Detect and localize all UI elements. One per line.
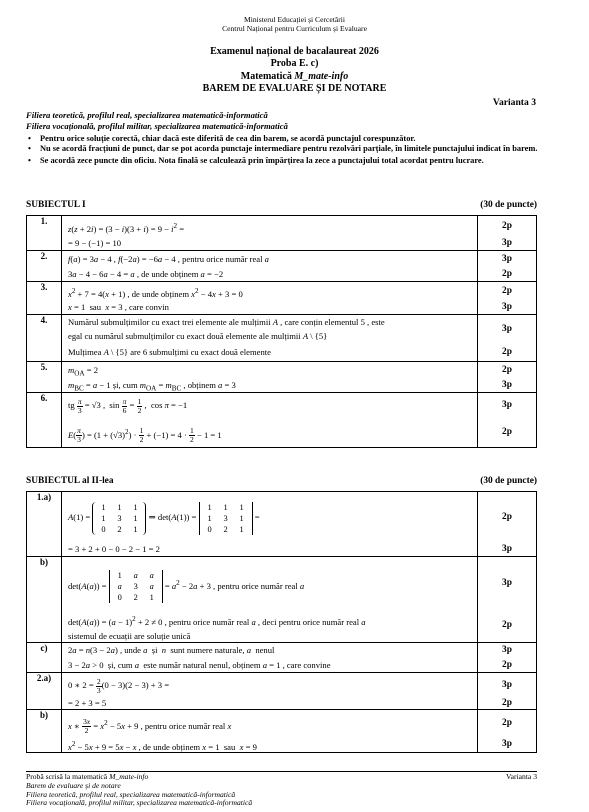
solution-line: A(1) = 1 1 1 1 3 1 0 2 1 ⇒ det(A(1)) = 1 1 1 1 3 1 0 2 1 = (68, 502, 260, 534)
points-cell: 2p 3p (478, 492, 537, 557)
solution-line: $z(z + 2i) = (3 - i)(3 + i) = 9 - i^2$ = (68, 222, 185, 234)
table-row (27, 673, 537, 710)
item-number: 2. (27, 251, 62, 282)
exam-title: Examenul național de bacalaureat 2026 (210, 46, 379, 57)
solution-line: = 2 + 3 = 5 (68, 698, 107, 708)
variant-label: Varianta 3 (492, 97, 536, 108)
table-row (27, 216, 537, 251)
solution-cell (62, 710, 478, 753)
section-2-header (26, 476, 537, 486)
table-row (27, 643, 537, 673)
solution-line: E( $\frac{\pi}{3}$ ) = $(1 + (√3)^2)$ · $\frac{1}{2}$ + (−1) = 4 · $\frac{1}{2}$ − 1 = 1 (68, 426, 222, 445)
grading-rules (26, 134, 566, 166)
table-row (27, 315, 537, 362)
bullet-icon: • (28, 155, 31, 165)
solution-line: $x^2 - 5x + 9 = 5x - x$ , de unde obținem x = 1 sau x = 9 (68, 740, 257, 752)
table-row (27, 362, 537, 393)
solution-line: x = 1 sau x = 3 , care convin (68, 302, 169, 312)
table-row (27, 492, 537, 557)
table-row (27, 251, 537, 282)
rule-item: • Nu se acordă fracțiuni de punct, dar se pot acorda punctaje intermediare pentru rezolvări parțiale, în limitele punctajului indicat în barem. (28, 144, 538, 154)
points-cell: 2p 3p (478, 710, 537, 753)
solution-line: $\det(A(a)) = (a - 1)^2 + 2 \ne 0$ , pentru orice număr real a , deci pentru orice număr real a (68, 615, 366, 627)
solution-line: Mulțimea A \ {5} are 6 submulțimi cu exact două elemente (68, 347, 271, 357)
barem-title: BAREM DE EVALUARE ȘI DE NOTARE (202, 83, 387, 95)
solution-line: f(a) = 3a − 4 , f(−2a) = −6a − 4 , pentru orice număr real a (68, 254, 269, 264)
footer-first-line (26, 773, 537, 782)
solution-cell (62, 643, 478, 673)
points-cell: 3p 2p (478, 673, 537, 710)
bullet-icon: • (28, 134, 31, 143)
item-number: c) (27, 643, 62, 673)
item-number: b) (27, 557, 62, 643)
solution-line: 2a = n(3 − 2a) , unde a și n sunt numere naturale, a nenul (68, 645, 275, 655)
filiera-block (26, 110, 566, 132)
solution-cell (62, 251, 478, 282)
points-cell: 3p 2p (478, 557, 537, 643)
solution-line: $m_{OA} = 2$ (68, 365, 99, 378)
solution-line: 3a − 4 − 6a − 4 = a , de unde obținem a = −2 (68, 269, 224, 279)
solution-line: x ∗ $\frac{3x}{2}$ = $x^2 - 5x + 9$ , pentru orice număr real x (68, 717, 232, 736)
item-number: 6. (27, 393, 62, 448)
filiera-vocationala: Filiera vocațională, profilul militar, specializarea matematică-informatică (26, 121, 288, 131)
footer-variant: Varianta 3 (506, 772, 537, 781)
solution-cell (62, 393, 478, 448)
solution-line: sistemul de ecuații are soluție unică (68, 631, 191, 641)
item-number: b) (27, 710, 62, 753)
table-row (27, 557, 537, 643)
section-1-table (26, 215, 537, 448)
proba-title: Proba E. c) (270, 58, 319, 70)
footer-filiera-teoretica: Filiera teoretică, profilul real, specializarea matematică-informatică (26, 789, 236, 799)
solution-cell (62, 315, 478, 362)
solution-line: = 3 + 2 + 0 − 0 − 2 − 1 = 2 (68, 544, 160, 554)
table-row (27, 710, 537, 753)
solution-line: = 9 − (−1) = 10 (68, 238, 122, 248)
document-header (0, 15, 589, 33)
section-2-points: (30 de puncte) (480, 476, 537, 486)
points-cell: 3p 2p (478, 393, 537, 448)
footer-filiera-vocationala: Filiera vocațională, profilul militar, specializarea matematică-informatică (26, 798, 253, 808)
solution-line: Numărul submulțimilor cu exact trei elemente ale mulțimii A , care conțin elementul 5 , este (68, 317, 385, 327)
table-row (27, 393, 537, 448)
section-1-title: SUBIECTUL I (26, 200, 86, 210)
item-number: 1.a) (27, 492, 62, 557)
solution-line: det(A(a)) = 1 a a a 3 a 0 2 $1 = a^2 - 2a + 3$ , pentru orice număr real a (68, 571, 305, 603)
points-cell: 2p 3p (478, 216, 537, 251)
item-number: 4. (27, 315, 62, 362)
points-cell: 3p 2p (478, 315, 537, 362)
solution-line: egal cu numărul submulțimilor cu exact două elemente ale mulțimii A \ {5} (68, 331, 328, 341)
section-2-title: SUBIECTUL al II-lea (26, 476, 114, 486)
section-1-points: (30 de puncte) (480, 200, 537, 210)
solution-cell (62, 282, 478, 315)
rule-item: • Pentru orice soluție corectă, chiar dacă este diferită de cea din barem, se acordă punctajul corespunzător. (28, 134, 416, 143)
solution-line: tg $\frac{\pi}{3}$ = √3 , sin $\frac{\pi}{6}$ = $\frac{1}{2}$ , cos π = −1 (68, 396, 188, 415)
document-footer (26, 773, 537, 808)
footer-barem: Barem de evaluare și de notare (26, 780, 121, 790)
item-number: 1. (27, 216, 62, 251)
solution-cell (62, 557, 478, 643)
bullet-icon: • (28, 144, 31, 154)
table-row (27, 282, 537, 315)
solution-line: $x^2 + 7 = 4(x + 1)$ , de unde obținem $x^2 - 4x + 3 = 0$ (68, 287, 243, 299)
solution-line: 3 − 2a > 0 și, cum a este număr natural nenul, obținem a = 1 , care convine (68, 660, 331, 670)
solution-cell (62, 362, 478, 393)
solution-cell (62, 216, 478, 251)
section-2-table (26, 491, 537, 753)
solution-line: 0 ∗ 2 = $\frac{2}{3}$ (0 − 3)(2 − 3) + 3 = (68, 676, 170, 695)
points-cell: 2p 3p (478, 362, 537, 393)
exam-titles (0, 46, 589, 96)
rule-item: • Se acordă zece puncte din oficiu. Nota finală se calculează prin împărțirea la zece a punctajului total acordat pentru lucrare. (28, 155, 484, 165)
solution-line: $m_{BC} = a - 1$ și, cum $m_{OA} = m_{BC}$ , obținem a = 3 (68, 380, 236, 393)
item-number: 3. (27, 282, 62, 315)
center-name: Centrul Național pentru Curriculum și Evaluare (222, 24, 367, 33)
points-cell: 2p 3p (478, 282, 537, 315)
item-number: 2.a) (27, 673, 62, 710)
ministry-name: Ministerul Educației și Cercetării (243, 15, 345, 24)
solution-cell (62, 673, 478, 710)
item-number: 5. (27, 362, 62, 393)
filiera-teoretica: Filiera teoretică, profilul real, specializarea matematică-informatică (26, 110, 268, 120)
solution-cell (62, 492, 478, 557)
subject-title: Matematică M_mate-info (240, 70, 349, 82)
footer-exam: Probă scrisă la matematică M_mate-info (26, 772, 149, 781)
section-1-header (26, 200, 537, 210)
points-cell: 3p 2p (478, 251, 537, 282)
points-cell: 3p 2p (478, 643, 537, 673)
